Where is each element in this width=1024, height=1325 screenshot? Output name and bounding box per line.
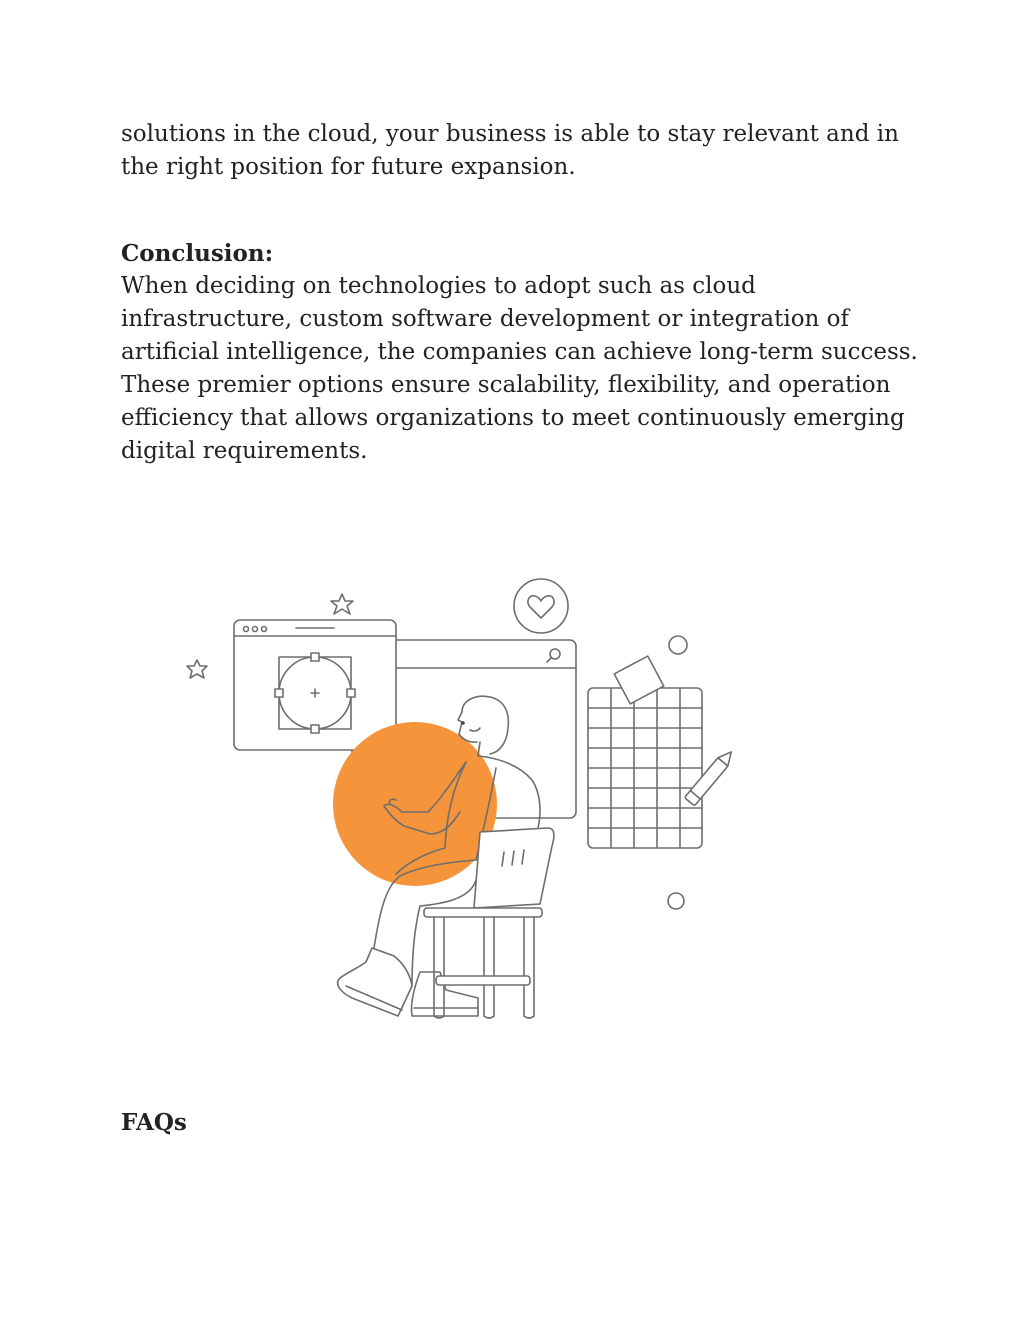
faqs-heading: FAQs [121, 1109, 187, 1136]
browser-window-icon [234, 620, 396, 750]
dot-circle [669, 636, 687, 654]
dot-circle [668, 893, 684, 909]
person-at-screen-illustration [170, 570, 770, 1030]
conclusion-heading: Conclusion: [121, 240, 274, 267]
conclusion-paragraph: When deciding on technologies to adopt such as cloud infrastructure, custom software development or integration of artificial intelligence, the companies can achieve long-term success. These premier options ensure scalability, flexibility, and operation efficiency that allows organizations to meet continuously emerging digital requirements. [121, 273, 918, 464]
intro-paragraph: solutions in the cloud, your business is able to stay relevant and in the right position for future expansion. [121, 121, 899, 180]
grid-sheet-icon [588, 656, 702, 848]
orange-accent-circle [333, 722, 497, 886]
heart-icon [514, 579, 568, 633]
star-icon [331, 594, 353, 614]
star-icon [187, 660, 207, 678]
